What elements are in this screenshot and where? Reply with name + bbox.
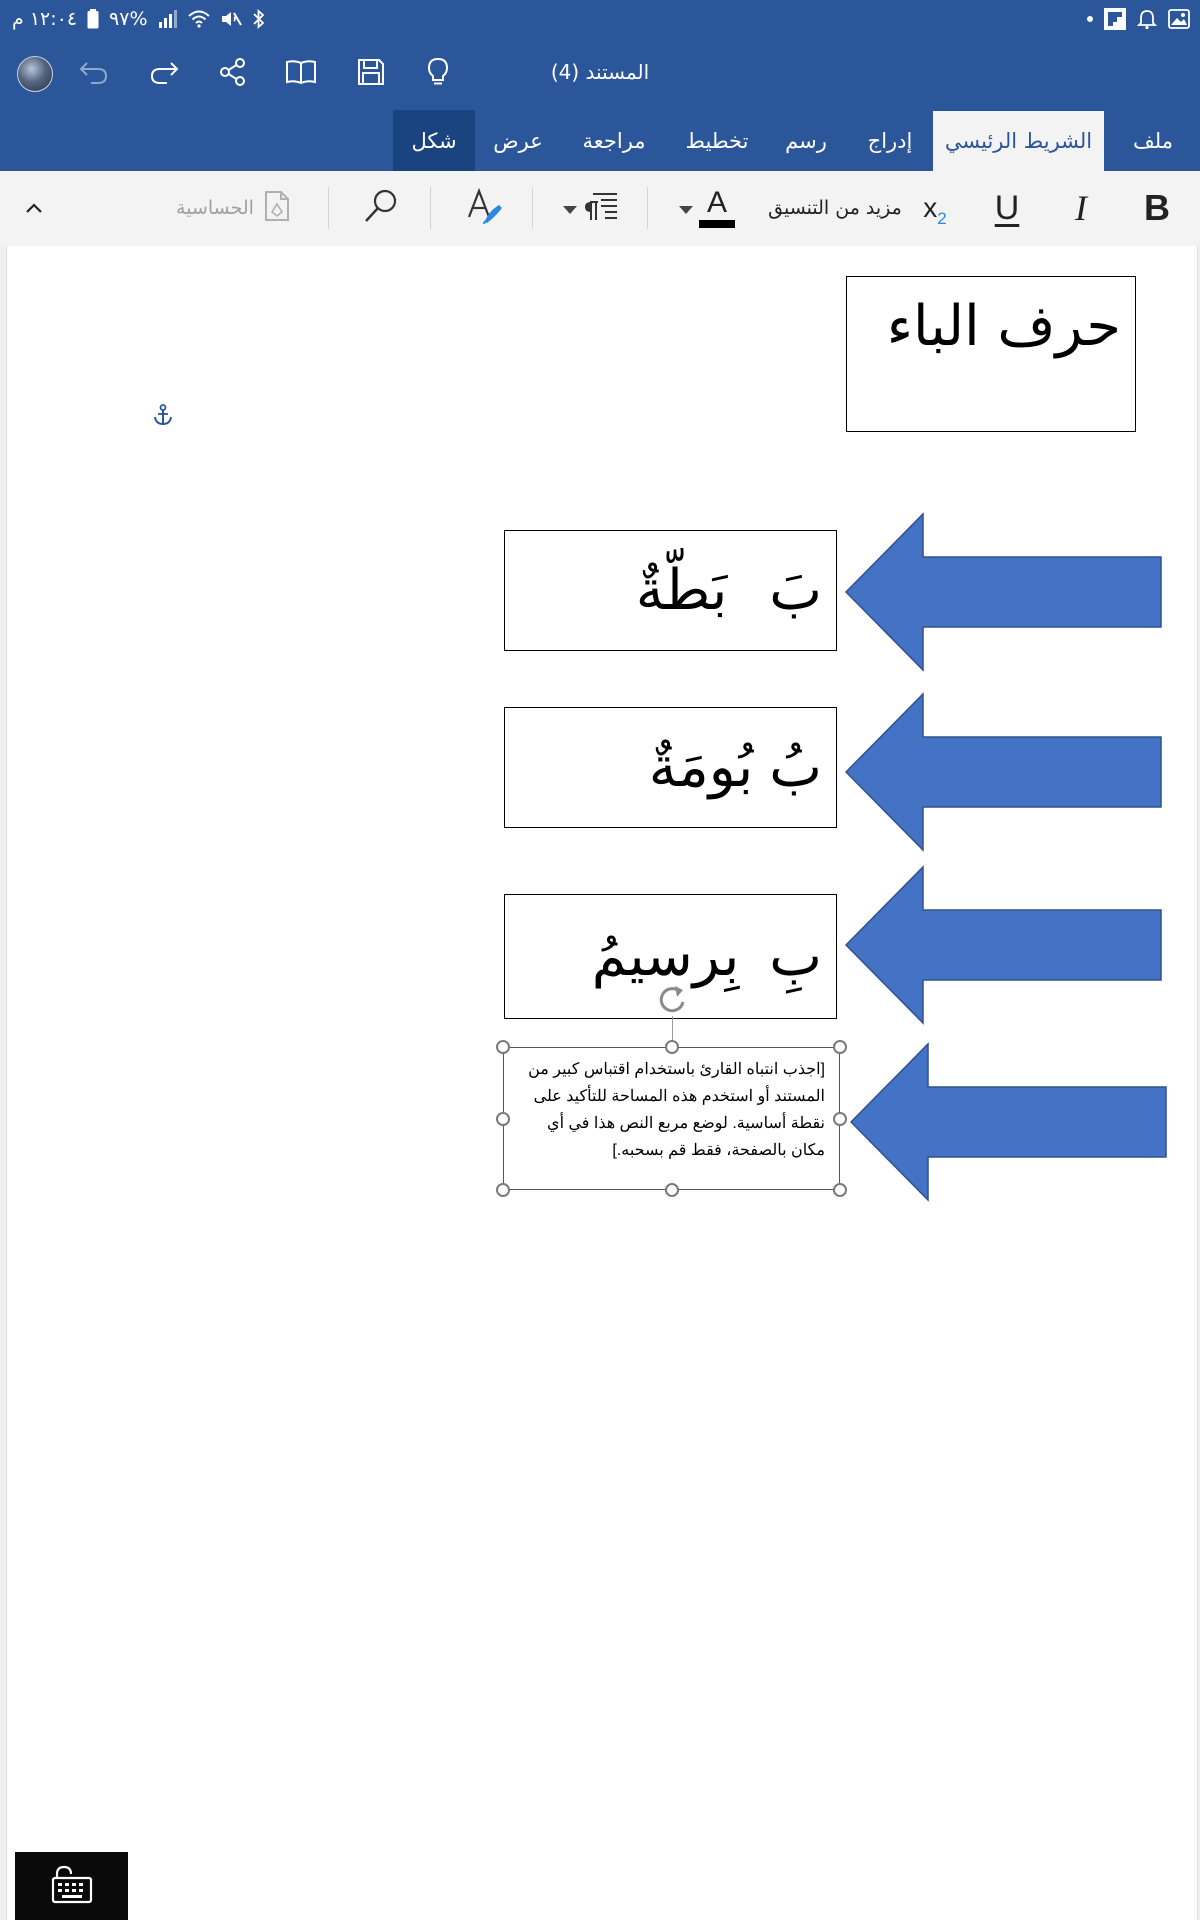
keyboard-icon — [49, 1864, 95, 1908]
chevron-down-icon — [563, 199, 577, 218]
bold-label: B — [1144, 187, 1170, 228]
resize-handle-left[interactable] — [496, 1112, 510, 1126]
status-bar — [0, 0, 1200, 38]
gallery-icon — [1168, 9, 1190, 29]
toolbar-separator — [647, 187, 648, 229]
styles-button[interactable] — [458, 181, 512, 235]
font-color-icon — [699, 188, 735, 228]
sensitivity-label: الحساسية — [176, 197, 254, 219]
lightbulb-icon — [427, 57, 449, 91]
read-mode-icon — [285, 59, 317, 89]
quote-text-box[interactable] — [503, 1047, 840, 1190]
paragraph-icon — [583, 190, 619, 226]
italic-button[interactable] — [1056, 181, 1106, 235]
tab-view[interactable]: عرض — [493, 128, 543, 153]
share-icon — [219, 58, 247, 90]
tell-me-button[interactable] — [416, 52, 460, 96]
resize-handle-top[interactable] — [665, 1040, 679, 1054]
keyboard-toggle-button[interactable] — [15, 1852, 128, 1920]
undo-button[interactable] — [72, 52, 116, 96]
left-arrow-shape-1[interactable] — [845, 512, 1165, 672]
battery-percent: %٩٧ — [109, 8, 148, 30]
toolbar-separator — [430, 187, 431, 229]
underline-label: U — [994, 188, 1020, 227]
word-box-2[interactable] — [504, 707, 837, 828]
left-arrow-shape-4[interactable] — [850, 1042, 1170, 1202]
chevron-up-icon — [25, 199, 43, 218]
font-color-button[interactable] — [668, 181, 746, 235]
italic-label: I — [1075, 188, 1087, 228]
toolbar-separator — [532, 187, 533, 229]
word-letter: بَ — [769, 558, 822, 623]
bold-button[interactable] — [1130, 181, 1184, 235]
left-arrow-shape-3[interactable] — [845, 865, 1165, 1025]
resize-handle-top-right[interactable] — [833, 1040, 847, 1054]
subscript-button[interactable] — [910, 181, 960, 235]
signal-icon — [158, 10, 178, 28]
status-right-group — [1086, 0, 1190, 38]
word-text: بَطّةٌ — [635, 558, 728, 623]
undo-icon — [79, 59, 109, 89]
redo-button[interactable] — [142, 52, 186, 96]
mute-icon — [220, 10, 242, 28]
underline-button[interactable] — [982, 181, 1032, 235]
word-box-1[interactable] — [504, 530, 837, 651]
bluetooth-icon — [252, 9, 266, 29]
paragraph-button[interactable] — [555, 181, 627, 235]
save-icon — [357, 58, 385, 90]
more-formatting-label: مزيد من التنسيق — [768, 197, 902, 219]
tab-layout[interactable]: تخطيط — [685, 128, 749, 153]
more-formatting-button[interactable] — [760, 181, 910, 235]
font-color-letter: A — [706, 186, 727, 219]
ribbon-toolbar — [0, 171, 1200, 247]
document-area — [0, 246, 1200, 1920]
word-letter: بُ — [769, 735, 822, 800]
document-page[interactable] — [6, 246, 1198, 1920]
resize-handle-bottom-left[interactable] — [496, 1183, 510, 1197]
share-button[interactable] — [211, 52, 255, 96]
word-letter: بِ — [769, 924, 822, 989]
subscript-x: x — [923, 192, 938, 223]
word-text: بُومَةٌ — [648, 735, 754, 800]
quote-placeholder-text: [اجذب انتباه القارئ باستخدام اقتباس كبير من المستند أو استخدم هذه المساحة للتأكيد على نقطة أساسية. لوضع مربع النص هذا في أي مكان بالصفحة، فقط قم بسحبه.] — [528, 1061, 825, 1159]
status-left-group — [12, 0, 266, 38]
read-mode-button[interactable] — [279, 52, 323, 96]
subscript-digit: 2 — [937, 209, 947, 228]
collapse-ribbon-button[interactable] — [14, 181, 54, 235]
toolbar-separator — [328, 187, 329, 229]
tab-file[interactable]: ملف — [1133, 128, 1173, 153]
resize-handle-right[interactable] — [833, 1112, 847, 1126]
title-bar — [0, 38, 1200, 110]
sensitivity-button[interactable] — [168, 181, 298, 235]
battery-icon — [87, 9, 99, 29]
dot-icon — [1086, 15, 1094, 23]
resize-handle-top-left[interactable] — [496, 1040, 510, 1054]
rotate-handle[interactable] — [653, 980, 693, 1020]
tab-shape-format[interactable]: شكل — [393, 110, 475, 171]
wifi-icon — [188, 10, 210, 28]
find-button[interactable] — [356, 181, 406, 235]
status-time: ١٢:٠٤ م — [12, 8, 78, 30]
tab-review[interactable]: مراجعة — [582, 128, 646, 153]
document-title: المستند (4) — [550, 60, 650, 84]
flipboard-icon — [1104, 8, 1126, 30]
rotate-icon — [653, 1005, 693, 1024]
tab-draw[interactable]: رسم — [785, 128, 827, 153]
resize-handle-bottom[interactable] — [665, 1183, 679, 1197]
chevron-down-icon — [679, 199, 693, 218]
anchor-icon — [153, 404, 173, 430]
search-icon — [363, 188, 399, 228]
alarm-icon — [1136, 8, 1158, 30]
sensitivity-icon — [264, 190, 290, 226]
font-color-swatch — [699, 220, 735, 228]
left-arrow-shape-2[interactable] — [845, 692, 1165, 852]
redo-icon — [149, 59, 179, 89]
avatar[interactable] — [17, 56, 53, 92]
word-text: بِرسيمُ — [591, 924, 740, 989]
heading-text-box[interactable] — [846, 276, 1136, 432]
save-button[interactable] — [349, 52, 393, 96]
heading-text: حرف الباء — [886, 294, 1121, 359]
styles-icon — [465, 187, 505, 229]
tab-insert[interactable]: إدراج — [867, 128, 913, 153]
ribbon-tabs — [0, 110, 1200, 171]
tab-home[interactable]: الشريط الرئيسي — [933, 111, 1104, 171]
resize-handle-bottom-right[interactable] — [833, 1183, 847, 1197]
